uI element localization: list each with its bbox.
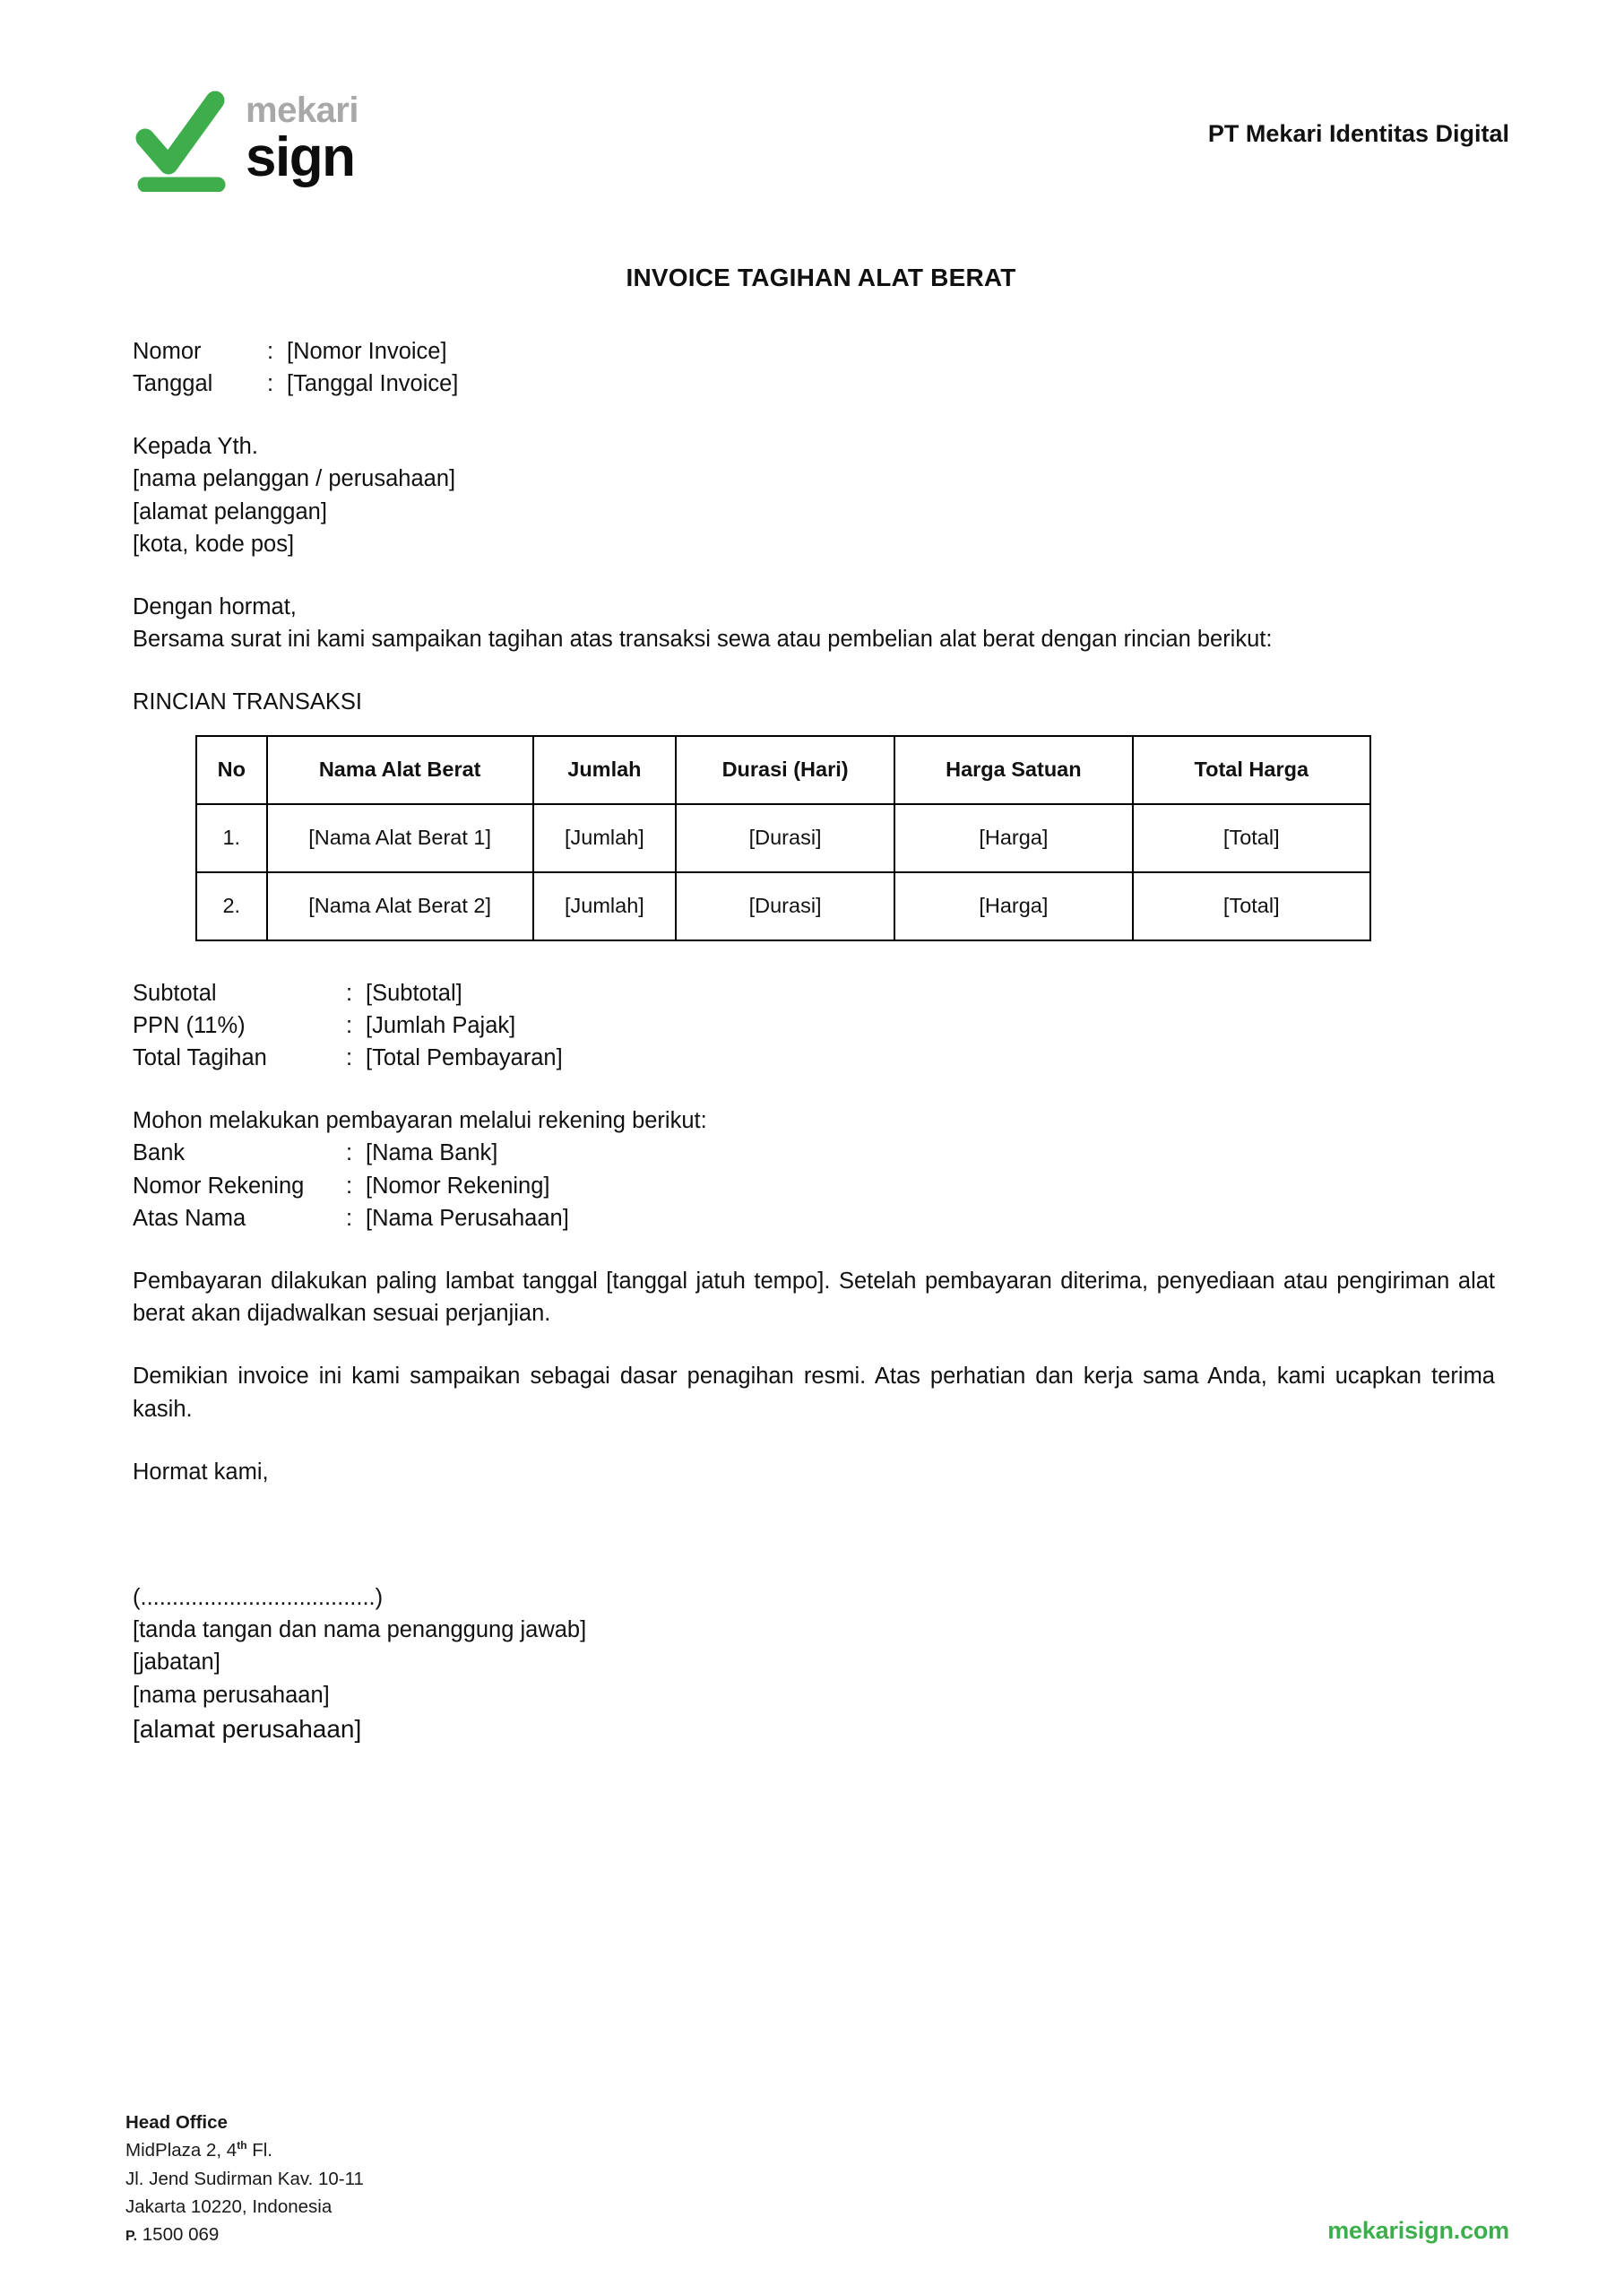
totals-value-subtotal: [Subtotal] bbox=[366, 980, 462, 1006]
table-col-total-harga: Total Harga bbox=[1133, 736, 1370, 804]
signature-company-name: [nama perusahaan] bbox=[133, 1682, 330, 1708]
totals-label-ppn: PPN (11%) bbox=[133, 1012, 246, 1038]
mekari-sign-logo bbox=[133, 86, 358, 192]
closing-salutation: Hormat kami, bbox=[133, 1459, 269, 1485]
payment-sep-bank: : bbox=[346, 1140, 353, 1166]
company-name: PT Mekari Identitas Digital bbox=[1207, 120, 1509, 147]
totals-sep-ppn: : bbox=[346, 1012, 353, 1038]
footer-address-line-1-post: Fl. bbox=[246, 2140, 272, 2161]
document-body bbox=[133, 260, 1509, 1747]
payment-row-atas-nama bbox=[133, 1202, 1509, 1234]
payment-row-nomor-rekening bbox=[133, 1170, 1509, 1202]
payment-block bbox=[133, 1104, 1509, 1234]
payment-value-bank: [Nama Bank] bbox=[366, 1140, 498, 1166]
payment-value-atas-nama: [Nama Perusahaan] bbox=[366, 1205, 569, 1231]
table-cell-total: [Total] bbox=[1133, 804, 1370, 872]
table-cell-total: [Total] bbox=[1133, 872, 1370, 940]
table-header-row bbox=[196, 736, 1370, 804]
recipient-city: [kota, kode pos] bbox=[133, 531, 295, 557]
meta-value-tanggal: [Tanggal Invoice] bbox=[287, 370, 459, 396]
opening-block bbox=[133, 591, 1509, 655]
opening-body: Bersama surat ini kami sampaikan tagihan atas transaksi sewa atau pembelian alat berat dengan rincian berikut: bbox=[133, 627, 1273, 653]
totals-sep-subtotal: : bbox=[346, 980, 353, 1006]
totals-block bbox=[133, 977, 1509, 1075]
table-cell-no: 2. bbox=[196, 872, 267, 940]
paragraph-due-date: Pembayaran dilakukan paling lambat tanggal [tanggal jatuh tempo]. Setelah pembayaran diterima, penyediaan atau pengiriman alat berat akan dijadwalkan sesuai perjanjian. bbox=[133, 1269, 1495, 1327]
logo-text-mekari: mekari bbox=[246, 91, 358, 130]
footer-address-line-1 bbox=[125, 2136, 364, 2164]
footer-website-link[interactable]: mekarisign.com bbox=[1327, 2217, 1509, 2244]
invoice-meta-block bbox=[133, 335, 1509, 400]
totals-label-total-tagihan: Total Tagihan bbox=[133, 1044, 267, 1070]
meta-sep-tanggal: : bbox=[267, 370, 274, 396]
table-cell-jumlah: [Jumlah] bbox=[533, 804, 676, 872]
table-col-harga-satuan: Harga Satuan bbox=[894, 736, 1132, 804]
totals-value-total-tagihan: [Total Pembayaran] bbox=[366, 1044, 563, 1070]
meta-value-nomor: [Nomor Invoice] bbox=[287, 338, 447, 364]
green-check-icon bbox=[133, 86, 233, 192]
footer-address-line-2: Jl. Jend Sudirman Kav. 10-11 bbox=[125, 2168, 364, 2189]
meta-row-nomor bbox=[133, 335, 1509, 368]
table-cell-no: 1. bbox=[196, 804, 267, 872]
recipient-name: [nama pelanggan / perusahaan] bbox=[133, 466, 456, 492]
footer-address-block bbox=[125, 2109, 364, 2248]
totals-row-total-tagihan bbox=[133, 1042, 1509, 1074]
table-cell-nama: [Nama Alat Berat 1] bbox=[267, 804, 533, 872]
table-col-jumlah: Jumlah bbox=[533, 736, 676, 804]
recipient-address: [alamat pelanggan] bbox=[133, 498, 327, 524]
payment-sep-nomor-rekening: : bbox=[346, 1173, 353, 1199]
footer-address-line-1-pre: MidPlaza 2, 4 bbox=[125, 2140, 238, 2161]
footer-office-label: Head Office bbox=[125, 2112, 228, 2134]
totals-row-subtotal bbox=[133, 977, 1509, 1009]
footer-phone-number: 1500 069 bbox=[142, 2223, 220, 2245]
table-row bbox=[196, 872, 1370, 940]
signature-block bbox=[133, 1581, 1509, 1747]
table-col-no: No bbox=[196, 736, 267, 804]
transaction-table bbox=[195, 735, 1371, 941]
table-cell-durasi: [Durasi] bbox=[676, 804, 894, 872]
signature-line: (.....................................) bbox=[133, 1585, 384, 1611]
table-cell-jumlah: [Jumlah] bbox=[533, 872, 676, 940]
totals-value-ppn: [Jumlah Pajak] bbox=[366, 1012, 516, 1038]
signature-company-address: [alamat perusahaan] bbox=[133, 1714, 362, 1743]
document-header bbox=[133, 86, 1509, 194]
signature-position: [jabatan] bbox=[133, 1650, 220, 1676]
table-row bbox=[196, 804, 1370, 872]
paragraph-closing-statement: Demikian invoice ini kami sampaikan sebagai dasar penagihan resmi. Atas perhatian dan kerja sama Anda, kami ucapkan terima kasih. bbox=[133, 1364, 1495, 1422]
totals-sep-total-tagihan: : bbox=[346, 1044, 353, 1070]
document-footer bbox=[125, 2078, 1509, 2248]
footer-phone-row bbox=[125, 2221, 364, 2248]
payment-label-bank: Bank bbox=[133, 1140, 186, 1166]
signature-name-placeholder: [tanda tangan dan nama penanggung jawab] bbox=[133, 1617, 587, 1643]
table-col-nama: Nama Alat Berat bbox=[267, 736, 533, 804]
totals-label-subtotal: Subtotal bbox=[133, 980, 217, 1006]
payment-label-atas-nama: Atas Nama bbox=[133, 1205, 246, 1231]
meta-label-tanggal: Tanggal bbox=[133, 370, 213, 396]
table-cell-harga: [Harga] bbox=[894, 804, 1132, 872]
meta-row-tanggal bbox=[133, 368, 1509, 400]
table-cell-nama: [Nama Alat Berat 2] bbox=[267, 872, 533, 940]
meta-sep-nomor: : bbox=[267, 338, 274, 364]
payment-row-bank bbox=[133, 1137, 1509, 1169]
page-title: INVOICE TAGIHAN ALAT BERAT bbox=[626, 264, 1016, 291]
table-cell-harga: [Harga] bbox=[894, 872, 1132, 940]
opening-greeting: Dengan hormat, bbox=[133, 593, 297, 619]
totals-row-ppn bbox=[133, 1009, 1509, 1042]
logo-text-sign: sign bbox=[246, 126, 355, 188]
footer-address-ordinal: th bbox=[237, 2139, 247, 2152]
table-section-title: RINCIAN TRANSAKSI bbox=[133, 689, 362, 715]
table-cell-durasi: [Durasi] bbox=[676, 872, 894, 940]
logo-wordmark bbox=[246, 92, 358, 186]
footer-address-line-3: Jakarta 10220, Indonesia bbox=[125, 2195, 333, 2217]
payment-intro: Mohon melakukan pembayaran melalui rekening berikut: bbox=[133, 1108, 707, 1134]
payment-value-nomor-rekening: [Nomor Rekening] bbox=[366, 1173, 550, 1199]
payment-label-nomor-rekening: Nomor Rekening bbox=[133, 1173, 305, 1199]
meta-label-nomor: Nomor bbox=[133, 338, 202, 364]
footer-phone-prefix: P. bbox=[125, 2228, 138, 2244]
table-col-durasi: Durasi (Hari) bbox=[676, 736, 894, 804]
payment-sep-atas-nama: : bbox=[346, 1205, 353, 1231]
recipient-block bbox=[133, 430, 1509, 560]
recipient-salutation: Kepada Yth. bbox=[133, 434, 258, 460]
